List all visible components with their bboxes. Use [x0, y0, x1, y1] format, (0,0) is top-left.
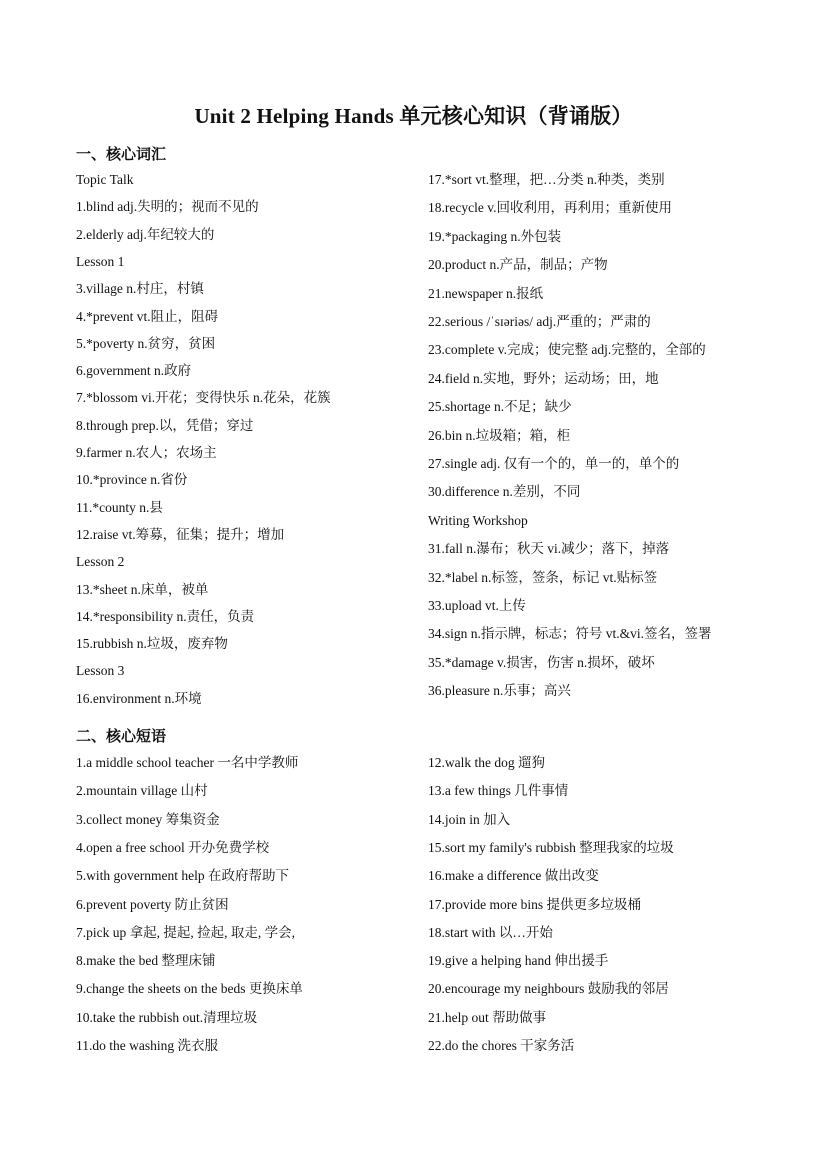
- phrase-entry: 18.start with 以…开始: [428, 924, 553, 940]
- phrase-entry: 22.do the chores 干家务活: [428, 1038, 575, 1053]
- phrase-entry: 9.change the sheets on the beds 更换床单: [76, 981, 303, 997]
- phrase-entry: 12.walk the dog 遛狗: [428, 755, 545, 770]
- vocabulary-entry: 35.*damage v.损害，伤害 n.损坏，破坏: [428, 654, 655, 670]
- phrase-entry: 13.a few things 几件事情: [428, 783, 569, 799]
- vocabulary-entry: 7.*blossom vi.开花；变得快乐 n.花朵，花簇: [76, 390, 331, 406]
- vocabulary-entry: 15.rubbish n.垃圾，废弃物: [76, 636, 228, 652]
- vocabulary-entry: Topic Talk: [76, 172, 134, 187]
- phrase-entry: 21.help out 帮助做事: [428, 1009, 547, 1025]
- vocabulary-entry: 30.difference n.差别，不同: [428, 484, 581, 500]
- vocabulary-entry: 33.upload vt.上传: [428, 598, 526, 613]
- vocabulary-entry: 16.environment n.环境: [76, 690, 202, 706]
- vocabulary-entry: 10.*province n.省份: [76, 472, 188, 488]
- page-title: Unit 2 Helping Hands 单元核心知识（背诵版）: [194, 104, 633, 128]
- phrase-entry: 17.provide more bins 提供更多垃圾桶: [428, 896, 641, 912]
- section-heading-phrases: 二、核心短语: [76, 727, 167, 745]
- vocabulary-entry: 12.raise vt.筹募，征集；提升；增加: [76, 526, 285, 542]
- vocabulary-entry: 3.village n.村庄，村镇: [76, 281, 204, 297]
- phrase-entry: 6.prevent poverty 防止贫困: [76, 896, 229, 912]
- vocabulary-entry: 11.*county n.县: [76, 499, 163, 515]
- phrase-entry: 15.sort my family's rubbish 整理我家的垃圾: [428, 839, 674, 855]
- vocabulary-entry: 6.government n.政府: [76, 363, 192, 379]
- phrase-entry: 3.collect money 筹集资金: [76, 811, 220, 827]
- vocabulary-entry: 5.*poverty n.贫穷，贫困: [76, 335, 216, 351]
- vocabulary-entry: 2.elderly adj.年纪较大的: [76, 226, 215, 242]
- section-heading-vocabulary: 一、核心词汇: [76, 145, 167, 163]
- vocabulary-entry: 24.field n.实地，野外；运动场；田，地: [428, 370, 659, 386]
- vocabulary-entry: 26.bin n.垃圾箱；箱，柜: [428, 427, 571, 443]
- phrase-entry: 16.make a difference 做出改变: [428, 868, 599, 884]
- vocabulary-entry: 34.sign n.指示牌，标志；符号 vt.&vi.签名，签署: [428, 626, 712, 642]
- phrase-entry: 7.pick up 拿起, 提起, 捡起, 取走, 学会,: [76, 924, 295, 940]
- vocabulary-entry: 17.*sort vt.整理，把…分类 n.种类，类别: [428, 172, 665, 187]
- vocabulary-entry: 13.*sheet n.床单，被单: [76, 581, 209, 597]
- vocabulary-entry: 23.complete v.完成；使完整 adj.完整的，全部的: [428, 342, 706, 358]
- phrase-entry: 14.join in 加入: [428, 811, 511, 827]
- vocabulary-entry: 19.*packaging n.外包装: [428, 228, 562, 244]
- vocabulary-entry: 9.farmer n.农人；农场主: [76, 445, 217, 460]
- vocabulary-entry: 36.pleasure n.乐事；高兴: [428, 683, 571, 699]
- vocabulary-entry: 22.serious /ˈsɪəriəs/ adj.严重的；严肃的: [428, 314, 651, 329]
- vocabulary-entry: 25.shortage n.不足；缺少: [428, 399, 572, 415]
- vocabulary-entry: 18.recycle v.回收利用，再利用；重新使用: [428, 200, 672, 216]
- phrase-entry: 8.make the bed 整理床铺: [76, 953, 216, 969]
- phrase-entry: 4.open a free school 开办免费学校: [76, 839, 270, 855]
- phrase-entry: 20.encourage my neighbours 鼓励我的邻居: [428, 981, 669, 997]
- vocabulary-entry: 1.blind adj.失明的；视而不见的: [76, 199, 259, 215]
- vocabulary-entry: 27.single adj. 仅有一个的，单一的，单个的: [428, 456, 680, 471]
- vocabulary-entry: 8.through prep.以，凭借；穿过: [76, 417, 254, 433]
- vocabulary-entry: 20.product n.产品，制品；产物: [428, 257, 608, 273]
- vocabulary-entry: Lesson 3: [76, 663, 125, 679]
- vocabulary-entry: Lesson 2: [76, 554, 125, 570]
- phrase-entry: 2.mountain village 山村: [76, 783, 208, 799]
- phrase-entry: 10.take the rubbish out.清理垃圾: [76, 1009, 258, 1025]
- vocabulary-entry: 14.*responsibility n.责任，负责: [76, 608, 255, 624]
- vocabulary-entry: 32.*label n.标签，签条，标记 vt.贴标签: [428, 569, 658, 585]
- phrase-entry: 5.with government help 在政府帮助下: [76, 868, 289, 884]
- phrase-entry: 11.do the washing 洗衣服: [76, 1038, 218, 1053]
- vocabulary-entry: 4.*prevent vt.阻止，阻碍: [76, 308, 219, 324]
- vocabulary-entry: Lesson 1: [76, 253, 125, 269]
- vocabulary-entry: Writing Workshop: [428, 512, 528, 528]
- vocabulary-entry: 21.newspaper n.报纸: [428, 285, 544, 301]
- phrase-entry: 1.a middle school teacher 一名中学教师: [76, 755, 299, 770]
- vocabulary-entry: 31.fall n.瀑布；秋天 vi.减少；落下，掉落: [428, 541, 670, 557]
- phrase-entry: 19.give a helping hand 伸出援手: [428, 953, 609, 969]
